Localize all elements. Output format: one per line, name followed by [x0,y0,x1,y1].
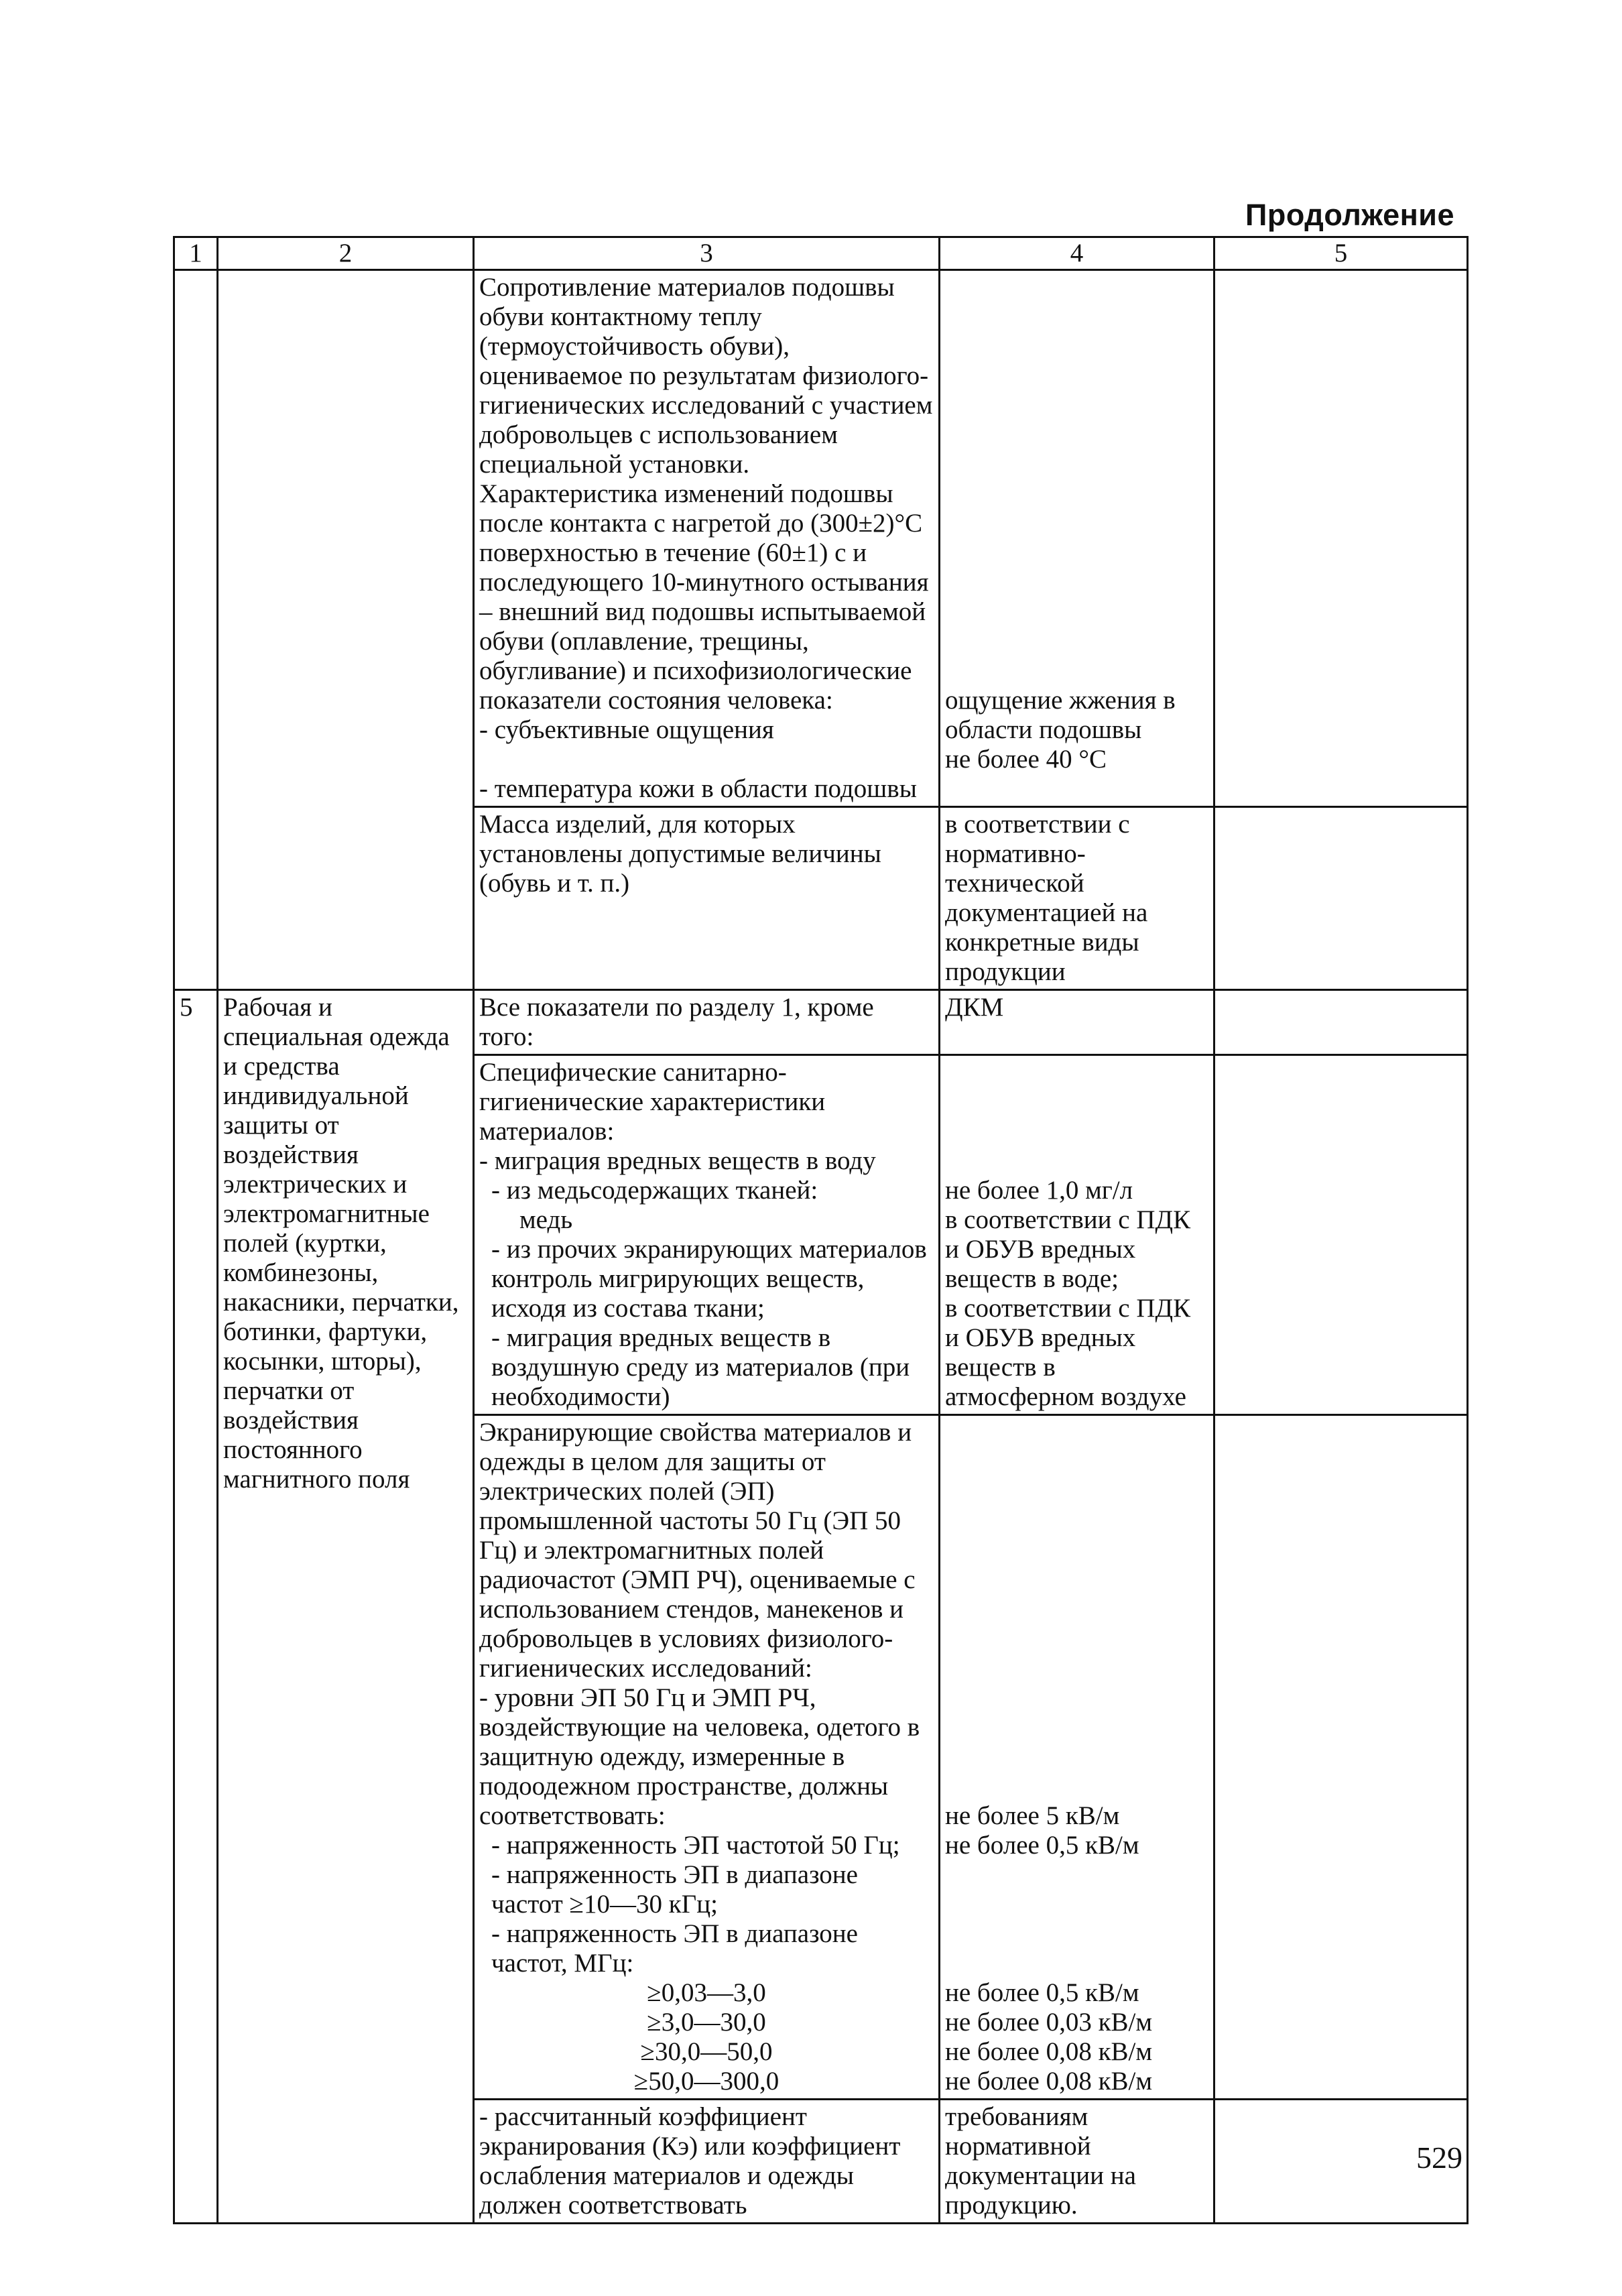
norm-value: не более 0,5 кВ/м [945,1978,1139,2007]
page-number: 529 [1416,2140,1462,2175]
indicator-subitem: - миграция вредных веществ в воздушную среду из материалов (при необходимости) [491,1323,910,1411]
norm-value: ощущение жжения в области подошвы [945,686,1176,744]
indicator-subitem: - субъективные ощущения [479,715,774,744]
indicator-cell: Все показатели по разделу 1, кроме того: [474,990,940,1055]
norm-cell [940,1055,1214,1415]
indicator-cell: - рассчитанный коэффициент экранирования (Кэ) или коэффициент ослабления материалов и одежды должен соответствовать [474,2100,940,2224]
norm-value: не более 0,08 кВ/м [945,2037,1153,2066]
norm-value: не более 0,08 кВ/м [945,2067,1153,2096]
continuation-label: Продолжение [1245,198,1454,232]
norm-value: не более 5 кВ/м [945,1801,1120,1830]
indicator-subitem: - из прочих экранирующих материалов контроль мигрирующих веществ, исходя из состава ткани; [491,1235,927,1323]
frequency-range: ≥3,0—30,0 [647,2008,766,2037]
frequency-range: ≥50,0—300,0 [633,2067,779,2096]
norm-value: не более 0,5 кВ/м [945,1831,1139,1860]
norm-value: в соответствии с ПДК и ОБУВ вредных веществ в воде; [945,1205,1191,1293]
empty-cell [1214,1055,1468,1415]
frequency-range: ≥0,03—3,0 [647,1978,766,2007]
indicator-subitem: - уровни ЭП 50 Гц и ЭМП РЧ, воздействующие на человека, одетого в защитную одежду, измеренные в подоодежном пространстве, должны соответствовать: [479,1683,920,1830]
hygiene-requirements-table [173,236,1469,2224]
header-col-1: 1 [174,237,218,270]
header-row [174,237,1468,270]
indicator-subitem: - температура кожи в области подошвы [479,774,917,803]
empty-cell [174,270,218,990]
indicator-subitem: - миграция вредных веществ в воду [479,1146,876,1175]
header-col-3: 3 [474,237,940,270]
indicator-text: Экранирующие свойства материалов и одежды в целом для защиты от электрических полей (ЭП) промышленной частоты 50 Гц (ЭП 50 Гц) и электромагнитных полей радиочастот (ЭМП РЧ), оцениваемые с использованием стендов, манекенов и добровольцев в условиях физиолого-гигиенических исследований: [479,1418,916,1683]
product-cell: Рабочая и специальная одежда и средства индивидуальной защиты от воздействия электрических и электромагнитные полей (куртки, комбинезоны, накасники, перчатки, ботинки, фартуки, косынки, шторы), перчатки от воздействия постоянного магнитного поля [218,990,474,2224]
header-col-5: 5 [1214,237,1468,270]
empty-cell [1214,1415,1468,2100]
indicator-text: Сопротивление материалов подошвы обуви контактному теплу (термоустойчивость обуви), оцениваемое по результатам физиолого-гигиенических исследований с участием добровольцев с использованием специальной установки. Характеристика изменений подошвы после контакта с нагретой до (300±2)°С поверхностью в течение (60±1) с и последующего 10-минутного остывания – внешний вид подошвы испытываемой обуви (оплавление, трещины, обугливание) и психофизиологические показатели состояния человека: [479,273,933,715]
indicator-subitem: - из медьсодержащих тканей: [491,1176,818,1205]
norm-cell: ДКМ [940,990,1214,1055]
empty-cell [1214,270,1468,807]
norm-cell [940,270,1214,807]
empty-cell [1214,807,1468,990]
row-number: 5 [174,990,218,2224]
header-col-2: 2 [218,237,474,270]
indicator-cell [474,1055,940,1415]
indicator-subitem: медь [519,1205,573,1234]
table-row [174,270,1468,807]
header-col-4: 4 [940,237,1214,270]
empty-cell [218,270,474,990]
frequency-range: ≥30,0—50,0 [640,2037,773,2066]
table-row [174,990,1468,1055]
indicator-subitem: - напряженность ЭП в диапазоне частот ≥10—30 кГц; [491,1860,858,1919]
indicator-subitem: - напряженность ЭП частотой 50 Гц; [491,1831,900,1860]
norm-cell [940,1415,1214,2100]
indicator-cell [474,270,940,807]
norm-value: в соответствии с ПДК и ОБУВ вредных веществ в атмосферном воздухе [945,1294,1191,1411]
indicator-subitem: - напряженность ЭП в диапазоне частот, МГц: [491,1919,858,1978]
indicator-cell: Масса изделий, для которых установлены допустимые величины (обувь и т. п.) [474,807,940,990]
norm-value: не более 1,0 мг/л [945,1176,1133,1205]
empty-cell [1214,990,1468,1055]
indicator-text: Специфические санитарно-гигиенические характеристики материалов: [479,1058,826,1146]
norm-value: не более 40 °С [945,745,1107,774]
norm-cell: в соответствии с нормативно-технической документацией на конкретные виды продукции [940,807,1214,990]
norm-value: не более 0,03 кВ/м [945,2008,1153,2037]
norm-cell: требованиям нормативной документации на продукцию. [940,2100,1214,2224]
indicator-cell [474,1415,940,2100]
